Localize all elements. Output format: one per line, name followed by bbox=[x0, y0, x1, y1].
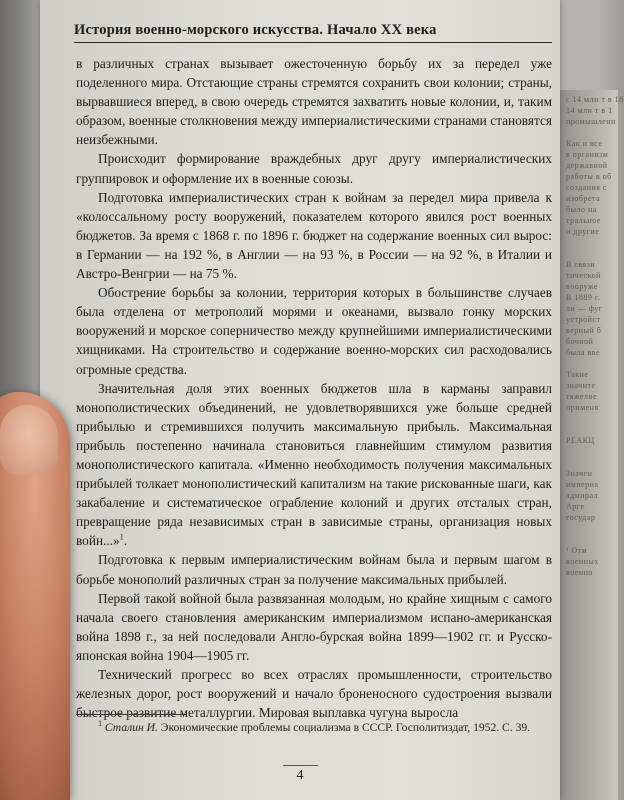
footnote-marker: 1 bbox=[98, 719, 102, 729]
footnote bbox=[76, 720, 552, 736]
paragraph-with-quote: Значительная доля этих военных бюджетов шла в карманы заправил монополистических объединений, не удовлетворявшихся уже больше средней прибылью и стремившихся получить максимальную прибыль. Максимальная прибыль постепенно начинала становиться главнейшим стимулом развития монополистического капитала. «Именно необходимость получения максимальных прибылей толкает монополистический капитализм на такие рискованные шаги, как закабаление и систематическое ограбление колоний и других отсталых стран, превращение ряда независимых стран в зависимые страны, организация новых войн...»$^1$. bbox=[76, 380, 552, 549]
thumb-nail bbox=[0, 405, 58, 475]
paragraph: Происходит формирование враждебных друг другу империалистических группировок и оформление их в военные союзы. bbox=[76, 151, 552, 186]
footnote-author: Сталин И. bbox=[104, 721, 158, 734]
adjacent-page-edge: с 14 млн т в 18 14 млн т в 1 промышленн Как и все в организм державной работы в об создания с изобрета было на тральное и другие В связи тической вооруже В 1889 г. ли — фуг устройст верный б бочной была вве Такие значите тяжелое применя РЕАКЦ Значен империа адмирал Арге государ ¹ Отм военных военно bbox=[558, 90, 618, 800]
footnote-text: Экономические проблемы социализма в СССР. Госполитиздат, 1952. С. 39. bbox=[157, 721, 531, 734]
paragraph-text: Значительная доля этих военных бюджетов шла в карманы заправил монополистических объединений, не удовлетворявшихся уже больше средней прибылью и стремившихся получить максимальную прибыль. Максимальная прибыль постепенно начинала становиться главнейшим стимулом развития монополистического капитала. «Именно необходимость получения максимальных прибылей толкает монополистический капитализм на такие рискованные шаги, как закабаление и систематическое ограбление колоний и других отсталых стран, превращение ряда независимых стран в зависимые страны, организация новых войн...» bbox=[76, 380, 552, 549]
paragraph: в различных странах вызывает ожесточенную борьбу их за передел уже поделенного мира. Отстающие страны стремятся сохранить свои колонии; страны, вырвавшиеся вперед, в свою очередь стремятся захватить новые колонии, и, таким образом, военные столкновения между империалистическими странами становятся неизбежными. bbox=[76, 56, 552, 148]
footnote-divider bbox=[76, 714, 186, 715]
paragraph: Первой такой войной была развязанная молодым, но крайне хищным с самого начала своего становления американским империализмом испано-американская война 1898 г., за ней последовали Англо-бурская война 1899—1902 гг. и Русско-японская война 1904—1905 гг. bbox=[76, 590, 552, 663]
paragraph: Подготовка империалистических стран к войнам за передел мира привела к «колоссальному росту вооружений, показателем которого явился рост военных бюджетов. За время с 1868 г. по 1896 г. бюджет на содержание военных сил вырос: в Германии — на 192 %, в Англии — на 93 %, в России — на 92 %, в Италии и Австро-Венгрии — на 75 %. bbox=[76, 189, 552, 282]
footnote-reference: 1 bbox=[119, 532, 124, 542]
paragraph: Технический прогресс во всех отраслях промышленности, строительство железных дорог, рост вооружений и начало броненосного судостроения вызвали быстрое развитие металлургии. Мировая выплавка чугуна выросла bbox=[76, 667, 552, 721]
page-number: 4 bbox=[40, 768, 560, 784]
paragraph: Обострение борьбы за колонии, территория которых в большинстве случаев была отделена от метрополий морями и океанами, вызвало гонку морских вооружений и морское соперничество между крупнейшими империалистическими хищниками. На строительство и содержание военно-морских сил расходовались огромные средства. bbox=[76, 285, 552, 377]
page-body bbox=[76, 54, 552, 722]
running-head: История военно-морского искусства. Начало XX века bbox=[74, 22, 552, 43]
paragraph: Подготовка к первым империалистическим войнам была и первым шагом в борьбе монополий различных стран за получение максимальных прибылей. bbox=[76, 552, 552, 587]
book-page bbox=[40, 0, 560, 800]
